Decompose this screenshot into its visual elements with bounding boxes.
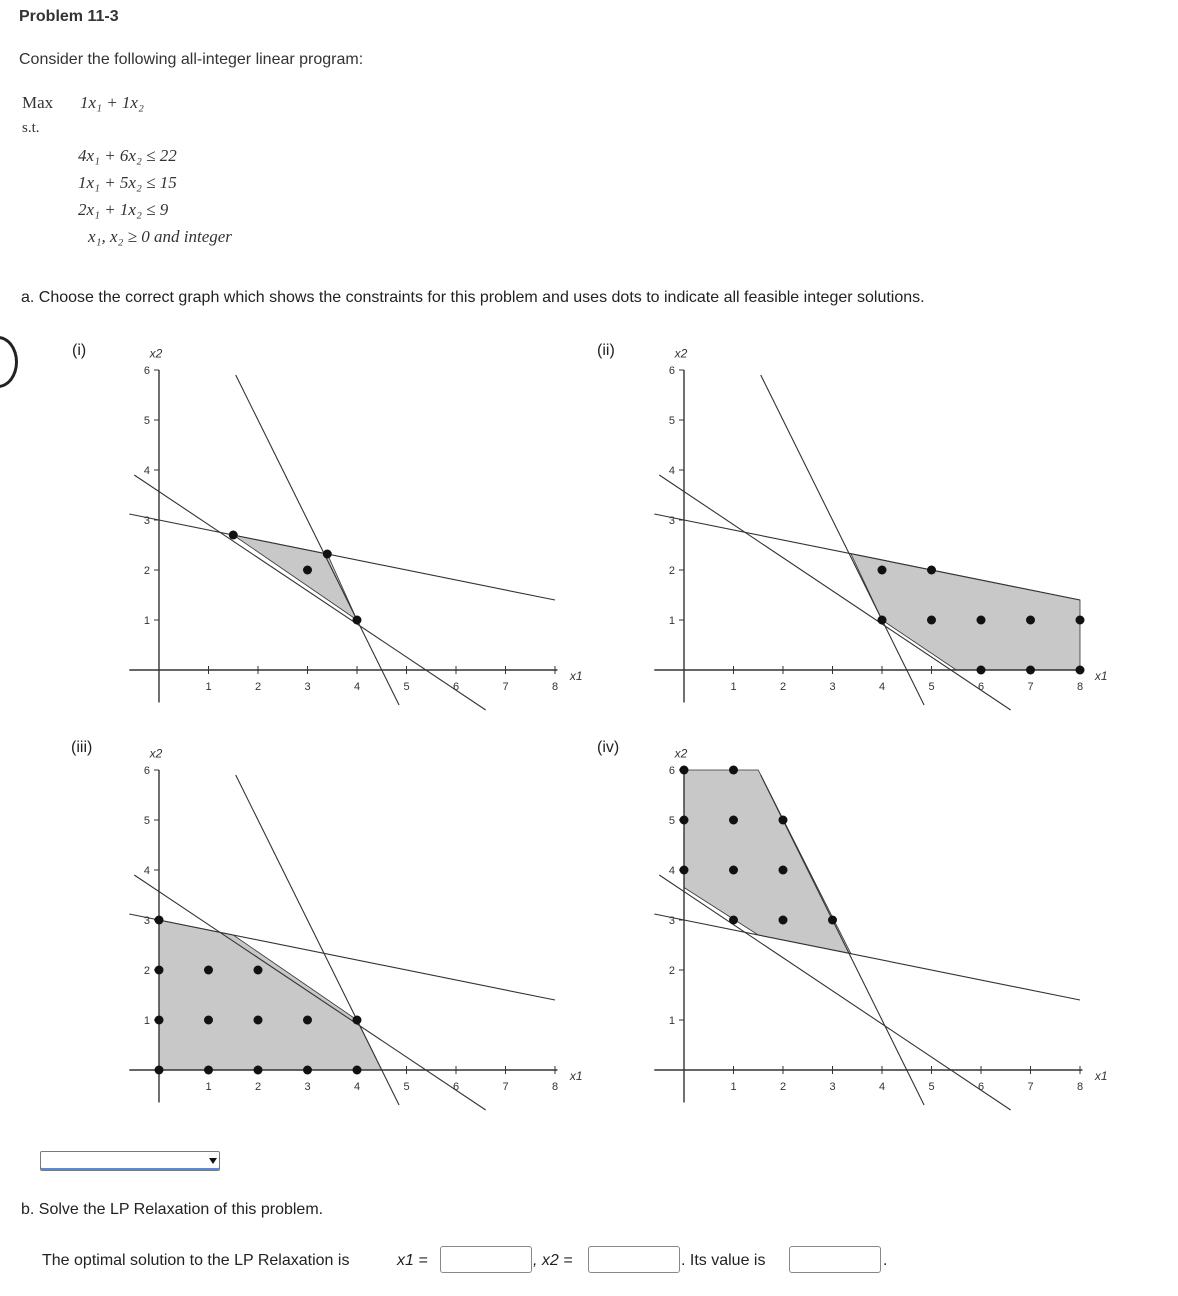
- x-tick-label: 8: [551, 681, 559, 693]
- x-tick-label: 1: [205, 1081, 212, 1093]
- x-tick-label: 4: [353, 681, 361, 693]
- x-tick-label: 4: [878, 1081, 886, 1093]
- integer-point: [779, 916, 788, 925]
- x-tick-label: 7: [1027, 681, 1034, 693]
- integer-point: [303, 1016, 312, 1025]
- integer-point: [229, 531, 238, 540]
- integer-point: [353, 1066, 362, 1075]
- constraint-3: 2x₁ + 1x₂ ≤ 9: [78, 200, 169, 219]
- graph-ii[interactable]: [635, 340, 1108, 720]
- y-tick-label: 3: [668, 515, 675, 527]
- y-tick-label: 4: [143, 465, 150, 477]
- constraint-line-4x1-6x2: [659, 875, 1010, 1110]
- graph-i[interactable]: [110, 340, 583, 720]
- x-tick-label: 8: [1076, 681, 1084, 693]
- integer-point: [254, 966, 263, 975]
- problem-intro: Consider the following all-integer linear program:: [19, 51, 364, 68]
- x-tick-label: 2: [779, 1081, 787, 1093]
- x-tick-label: 5: [403, 681, 410, 693]
- x1-label: x1 =: [397, 1252, 428, 1269]
- integer-point: [1026, 616, 1035, 625]
- objective-function: 1x₁ + 1x₂: [80, 93, 144, 112]
- x-axis-label: x1: [569, 1069, 583, 1083]
- y-tick-label: 5: [143, 415, 150, 427]
- x-tick-label: 3: [304, 681, 311, 693]
- feasible-region: [684, 770, 851, 954]
- y-axis-label: x2: [149, 346, 163, 361]
- x-tick-label: 8: [1076, 1081, 1084, 1093]
- objective-value-label: . Its value is: [681, 1252, 766, 1269]
- x-tick-label: 4: [878, 681, 886, 693]
- y-tick-label: 2: [143, 565, 150, 577]
- subject-to-label: s.t.: [22, 120, 40, 136]
- integer-point: [878, 566, 887, 575]
- integer-point: [977, 666, 986, 675]
- y-tick-label: 3: [668, 915, 675, 927]
- y-tick-label: 1: [143, 615, 150, 627]
- y-tick-label: 5: [668, 415, 675, 427]
- x-tick-label: 6: [977, 1081, 985, 1093]
- x-tick-label: 7: [502, 1081, 509, 1093]
- nonnegativity-constraint: x₁, x₂ ≥ 0 and integer: [88, 227, 232, 246]
- y-axis-label: x2: [674, 346, 688, 361]
- constraint-line-1x1-5x2: [654, 914, 1080, 1000]
- y-axis-label: x2: [149, 746, 163, 761]
- integer-point: [155, 966, 164, 975]
- constraint-1: 4x₁ + 6x₂ ≤ 22: [78, 146, 177, 165]
- integer-point: [680, 866, 689, 875]
- y-tick-label: 6: [668, 765, 675, 777]
- integer-point: [323, 550, 332, 559]
- y-tick-label: 3: [143, 915, 150, 927]
- integer-point: [1076, 666, 1085, 675]
- graph-label-i: (i): [72, 342, 87, 359]
- x-axis-label: x1: [569, 669, 583, 683]
- x-tick-label: 6: [977, 681, 985, 693]
- integer-point: [927, 616, 936, 625]
- integer-point: [204, 1016, 213, 1025]
- x-axis-label: x1: [1094, 1069, 1108, 1083]
- x-tick-label: 2: [779, 681, 787, 693]
- y-tick-label: 6: [668, 365, 675, 377]
- integer-point: [353, 616, 362, 625]
- x-tick-label: 1: [205, 681, 212, 693]
- integer-point: [779, 866, 788, 875]
- y-tick-label: 1: [143, 1015, 150, 1027]
- integer-point: [680, 816, 689, 825]
- x-tick-label: 3: [304, 1081, 311, 1093]
- x-tick-label: 2: [254, 681, 262, 693]
- objective-value-input[interactable]: [789, 1246, 881, 1273]
- integer-point: [303, 566, 312, 575]
- y-tick-label: 1: [668, 615, 675, 627]
- integer-point: [204, 966, 213, 975]
- y-tick-label: 6: [143, 765, 150, 777]
- x-tick-label: 1: [730, 681, 737, 693]
- x-tick-label: 5: [928, 1081, 935, 1093]
- x2-answer-input[interactable]: [588, 1246, 680, 1273]
- lp-relaxation-answer-line: [42, 1252, 349, 1270]
- graph-choice-dropdown[interactable]: [40, 1151, 220, 1171]
- x-tick-label: 6: [452, 681, 460, 693]
- integer-point: [729, 916, 738, 925]
- integer-point: [303, 1066, 312, 1075]
- x-tick-label: 1: [730, 1081, 737, 1093]
- graph-iii[interactable]: [110, 740, 583, 1120]
- integer-point: [1026, 666, 1035, 675]
- integer-point: [729, 766, 738, 775]
- y-tick-label: 4: [668, 465, 675, 477]
- x-axis-label: x1: [1094, 669, 1108, 683]
- y-axis-label: x2: [674, 746, 688, 761]
- y-tick-label: 3: [143, 515, 150, 527]
- integer-point: [353, 1016, 362, 1025]
- x-tick-label: 7: [1027, 1081, 1034, 1093]
- y-tick-label: 6: [143, 365, 150, 377]
- x-tick-label: 8: [551, 1081, 559, 1093]
- y-tick-label: 2: [143, 965, 150, 977]
- integer-point: [155, 1016, 164, 1025]
- x-tick-label: 5: [403, 1081, 410, 1093]
- integer-point: [155, 916, 164, 925]
- x-tick-label: 3: [829, 1081, 836, 1093]
- graph-iv[interactable]: [635, 740, 1108, 1120]
- page-edge-decoration: [0, 336, 18, 388]
- x-tick-label: 7: [502, 681, 509, 693]
- integer-point: [680, 766, 689, 775]
- y-tick-label: 5: [668, 815, 675, 827]
- graph-label-iv: (iv): [597, 739, 620, 756]
- x2-label: , x2 =: [533, 1252, 573, 1269]
- x1-answer-input[interactable]: [440, 1246, 532, 1273]
- x-tick-label: 4: [353, 1081, 361, 1093]
- graph-label-ii: (ii): [597, 342, 615, 359]
- integer-point: [977, 616, 986, 625]
- integer-point: [729, 816, 738, 825]
- chevron-down-icon: [209, 1158, 217, 1164]
- y-tick-label: 4: [668, 865, 675, 877]
- x-tick-label: 5: [928, 681, 935, 693]
- y-tick-label: 2: [668, 965, 675, 977]
- y-tick-label: 4: [143, 865, 150, 877]
- question-b: b. Solve the LP Relaxation of this problem.: [21, 1201, 324, 1218]
- problem-title: Problem 11-3: [19, 8, 119, 25]
- answer-prefix: The optimal solution to the LP Relaxation is: [42, 1252, 350, 1269]
- objective-label: Max: [22, 93, 54, 112]
- x-tick-label: 3: [829, 681, 836, 693]
- y-tick-label: 2: [668, 565, 675, 577]
- integer-point: [254, 1016, 263, 1025]
- integer-point: [729, 866, 738, 875]
- integer-point: [927, 566, 936, 575]
- integer-point: [1076, 616, 1085, 625]
- question-a: a. Choose the correct graph which shows the constraints for this problem and uses dots to indicate all feasible integer solutions.: [21, 289, 925, 306]
- integer-point: [878, 616, 887, 625]
- x-tick-label: 2: [254, 1081, 262, 1093]
- y-tick-label: 5: [143, 815, 150, 827]
- constraint-line-4x1-6x2: [134, 475, 485, 710]
- integer-point: [828, 916, 837, 925]
- integer-point: [204, 1066, 213, 1075]
- integer-point: [779, 816, 788, 825]
- sentence-end: .: [883, 1252, 888, 1269]
- constraint-2: 1x₁ + 5x₂ ≤ 15: [78, 173, 177, 192]
- y-tick-label: 1: [668, 1015, 675, 1027]
- integer-point: [155, 1066, 164, 1075]
- graph-label-iii: (iii): [71, 739, 93, 756]
- x-tick-label: 6: [452, 1081, 460, 1093]
- integer-point: [254, 1066, 263, 1075]
